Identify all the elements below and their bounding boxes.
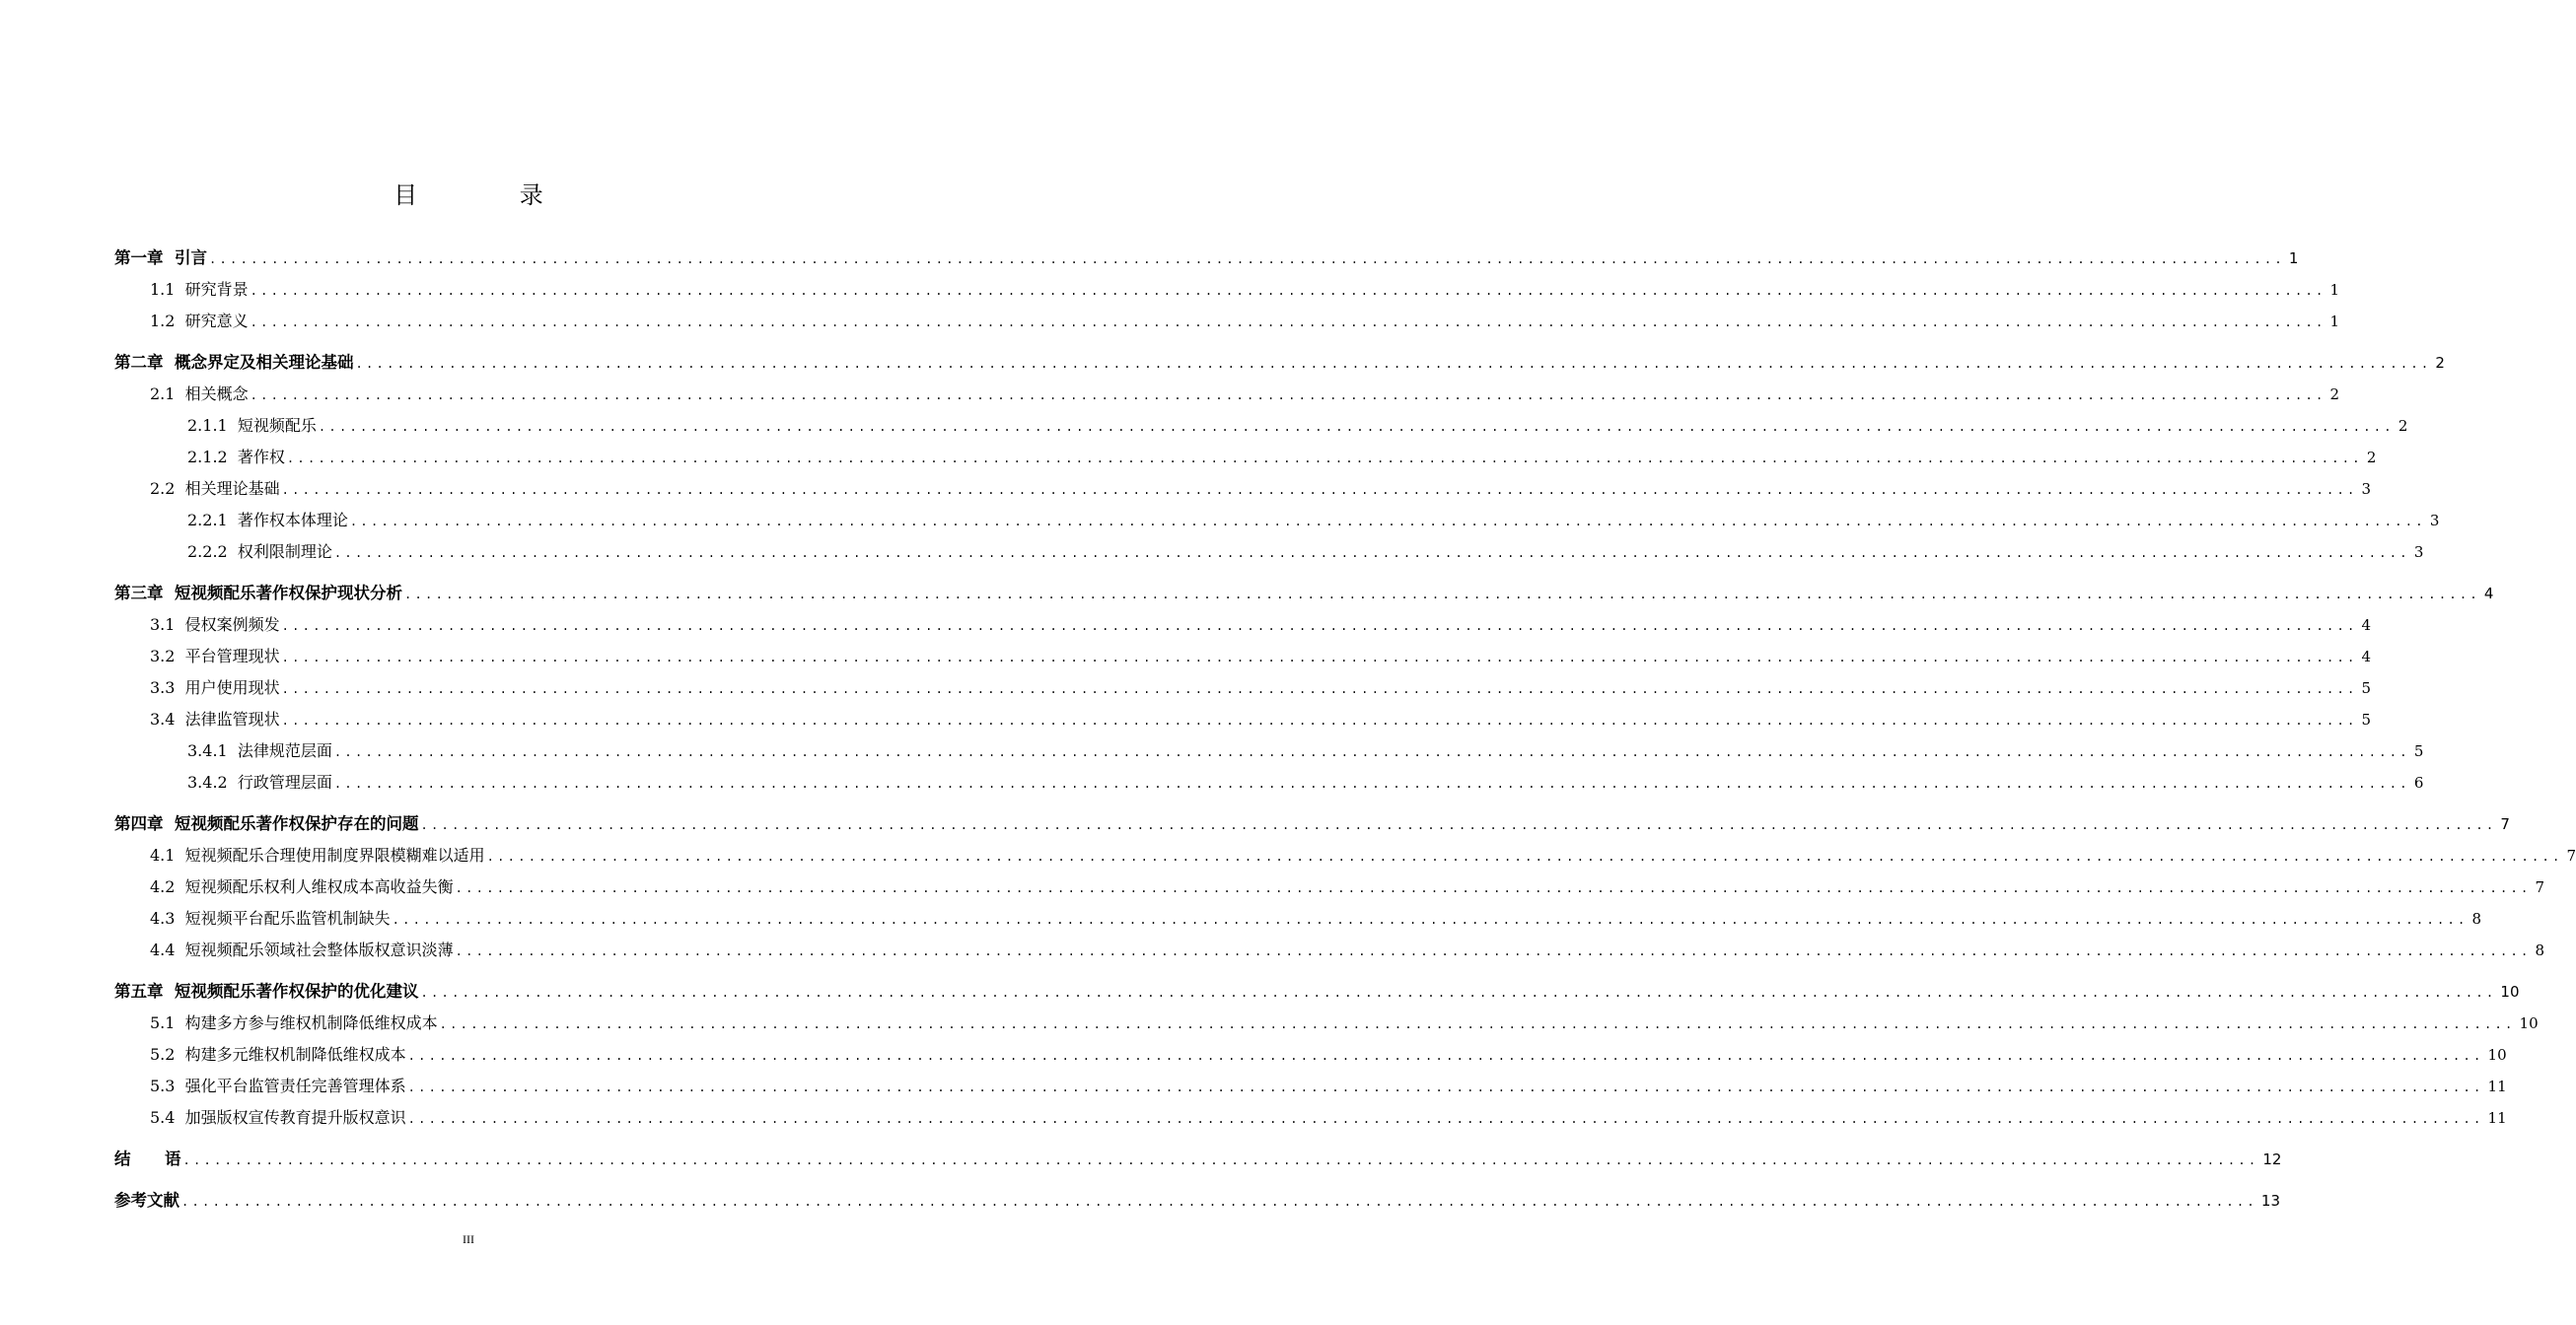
toc-entry-label: 2.1.1 短视频配乐 <box>187 416 317 435</box>
toc-chapter-entry[interactable] <box>114 1144 2282 1175</box>
toc-entry-label: 1.1 研究背景 <box>150 280 249 299</box>
toc-entry-label: 参考文献 <box>114 1191 179 1210</box>
toc-dot-leader: ........................................................................................................................................................................................................ <box>392 913 2469 927</box>
toc-page-number: 5 <box>2413 742 2424 760</box>
toc-entry-label: 5.4 加强版权宣传教育提升版权意识 <box>150 1108 406 1127</box>
toc-entry-label: 5.1 构建多方参与维权机制降低维权成本 <box>150 1013 438 1032</box>
toc-entry-label: 4.2 短视频配乐权利人维权成本高收益失衡 <box>150 877 454 896</box>
toc-section-entry[interactable] <box>114 1008 2539 1039</box>
toc-page-number: 4 <box>2361 616 2372 634</box>
toc-dot-leader: ........................................................................................................................................................................................................ <box>181 1195 2257 1209</box>
toc-page-number: 7 <box>2566 847 2576 865</box>
toc-entry-label: 第五章 短视频配乐著作权保护的优化建议 <box>114 982 419 1001</box>
toc-dot-leader: ........................................................................................................................................................................................................ <box>455 881 2532 895</box>
toc-page-number: 10 <box>2519 1014 2539 1032</box>
toc-section-entry[interactable] <box>114 672 2372 704</box>
toc-entry-label: 3.2 平台管理现状 <box>150 647 280 665</box>
toc-chapter-entry[interactable] <box>114 578 2494 609</box>
toc-entry-label: 3.4 法律监管现状 <box>150 710 280 729</box>
toc-page-number: 2 <box>2366 449 2377 466</box>
toc-section-entry[interactable] <box>114 872 2545 903</box>
toc-subsection-entry[interactable] <box>114 505 2440 536</box>
toc-entry-label: 第三章 短视频配乐著作权保护现状分析 <box>114 584 402 602</box>
toc-chapter-entry[interactable] <box>114 1185 2281 1217</box>
toc-entry-label: 1.2 研究意义 <box>150 312 249 330</box>
toc-section-entry[interactable] <box>114 306 2340 337</box>
toc-entry-label: 3.4.2 行政管理层面 <box>187 773 332 792</box>
toc-entry-label: 5.3 强化平台监管责任完善管理体系 <box>150 1077 406 1095</box>
toc-subsection-entry[interactable] <box>114 767 2424 799</box>
toc-dot-leader: ........................................................................................................................................................................................................ <box>439 1017 2516 1031</box>
toc-dot-leader: ........................................................................................................................................................................................................ <box>486 850 2563 864</box>
toc-entry-label: 2.1 相关概念 <box>150 384 249 403</box>
toc-section-entry[interactable] <box>114 1039 2507 1071</box>
toc-section-entry[interactable] <box>114 903 2482 935</box>
toc-section-entry[interactable] <box>114 1102 2507 1134</box>
toc-chapter-entry[interactable] <box>114 976 2520 1008</box>
toc-dot-leader: ........................................................................................................................................................................................................ <box>209 252 2285 266</box>
toc-entry-label: 4.1 短视频配乐合理使用制度界限模糊难以适用 <box>150 846 485 865</box>
toc-subsection-entry[interactable] <box>114 735 2424 767</box>
toc-page-number: 2 <box>2435 354 2445 372</box>
toc-subsection-entry[interactable] <box>114 536 2424 568</box>
toc-entry-label: 4.4 短视频配乐领域社会整体版权意识淡薄 <box>150 941 454 959</box>
toc-page-number: 7 <box>2535 878 2545 896</box>
toc-subsection-entry[interactable] <box>114 442 2377 473</box>
toc-entry-label: 3.1 侵权案例频发 <box>150 615 280 634</box>
toc-dot-leader: ........................................................................................................................................................................................................ <box>407 1112 2484 1126</box>
toc-section-entry[interactable] <box>114 704 2372 735</box>
toc-page-number: 2 <box>2397 417 2408 435</box>
toc-section-entry[interactable] <box>114 473 2372 505</box>
toc-page-number: 1 <box>2329 281 2340 299</box>
toc-dot-leader: ........................................................................................................................................................................................................ <box>250 388 2326 402</box>
toc-entry-label: 第四章 短视频配乐著作权保护存在的问题 <box>114 814 419 833</box>
toc-dot-leader: ........................................................................................................................................................................................................ <box>407 1081 2484 1094</box>
toc-entry-label: 第二章 概念界定及相关理论基础 <box>114 353 354 372</box>
toc-dot-leader: ........................................................................................................................................................................................................ <box>420 818 2497 832</box>
toc-section-entry[interactable] <box>114 840 2576 872</box>
toc-entry-label: 2.1.2 著作权 <box>187 448 285 466</box>
toc-dot-leader: ........................................................................................................................................................................................................ <box>318 420 2395 434</box>
toc-dot-leader: ........................................................................................................................................................................................................ <box>407 1049 2484 1063</box>
table-of-contents <box>114 243 2576 1217</box>
toc-chapter-entry[interactable] <box>114 347 2445 379</box>
toc-section-entry[interactable] <box>114 1071 2507 1102</box>
page-title: 目 录 <box>394 181 591 209</box>
toc-page-number: 3 <box>2361 480 2372 498</box>
toc-dot-leader: ........................................................................................................................................................................................................ <box>281 682 2358 696</box>
toc-dot-leader: ........................................................................................................................................................................................................ <box>349 515 2426 528</box>
toc-chapter-entry[interactable] <box>114 243 2299 274</box>
toc-page-number: 8 <box>2535 941 2545 959</box>
toc-page-number: 5 <box>2361 711 2372 729</box>
toc-entry-label: 结 语 <box>114 1150 181 1168</box>
toc-dot-leader: ........................................................................................................................................................................................................ <box>333 745 2410 759</box>
toc-page-number: 1 <box>2288 249 2299 267</box>
toc-dot-leader: ........................................................................................................................................................................................................ <box>420 986 2497 1000</box>
toc-page-number: 4 <box>2483 585 2494 602</box>
toc-page-number: 3 <box>2413 543 2424 561</box>
toc-page-number: 13 <box>2260 1192 2281 1210</box>
toc-entry-label: 3.3 用户使用现状 <box>150 678 280 697</box>
toc-page-number: 12 <box>2262 1151 2282 1168</box>
toc-entry-label: 3.4.1 法律规范层面 <box>187 741 332 760</box>
footer-page-number: III <box>463 1232 474 1246</box>
toc-dot-leader: ........................................................................................................................................................................................................ <box>250 315 2326 329</box>
toc-section-entry[interactable] <box>114 274 2340 306</box>
toc-dot-leader: ........................................................................................................................................................................................................ <box>286 452 2363 465</box>
toc-dot-leader: ........................................................................................................................................................................................................ <box>182 1153 2259 1167</box>
toc-dot-leader: ........................................................................................................................................................................................................ <box>355 357 2432 371</box>
toc-page-number: 7 <box>2500 815 2510 833</box>
toc-entry-label: 4.3 短视频平台配乐监管机制缺失 <box>150 909 391 928</box>
toc-page-number: 6 <box>2413 774 2424 792</box>
toc-section-entry[interactable] <box>114 379 2340 410</box>
toc-dot-leader: ........................................................................................................................................................................................................ <box>333 546 2410 560</box>
toc-page-number: 4 <box>2361 648 2372 665</box>
toc-dot-leader: ........................................................................................................................................................................................................ <box>333 777 2410 791</box>
toc-dot-leader: ........................................................................................................................................................................................................ <box>281 714 2358 728</box>
toc-section-entry[interactable] <box>114 609 2372 641</box>
toc-page-number: 5 <box>2361 679 2372 697</box>
toc-section-entry[interactable] <box>114 935 2545 966</box>
toc-entry-label: 第一章 引言 <box>114 248 207 267</box>
toc-dot-leader: ........................................................................................................................................................................................................ <box>250 284 2326 298</box>
toc-page-number: 1 <box>2329 313 2340 330</box>
toc-page-number: 8 <box>2471 910 2482 928</box>
toc-dot-leader: ........................................................................................................................................................................................................ <box>404 588 2480 601</box>
toc-page-number: 2 <box>2329 385 2340 403</box>
toc-entry-label: 2.2.1 著作权本体理论 <box>187 511 348 529</box>
toc-subsection-entry[interactable] <box>114 410 2408 442</box>
toc-section-entry[interactable] <box>114 641 2372 672</box>
toc-page-number: 3 <box>2429 512 2440 529</box>
toc-entry-label: 5.2 构建多元维权机制降低维权成本 <box>150 1045 406 1064</box>
toc-dot-leader: ........................................................................................................................................................................................................ <box>281 483 2358 497</box>
toc-dot-leader: ........................................................................................................................................................................................................ <box>281 651 2358 664</box>
toc-dot-leader: ........................................................................................................................................................................................................ <box>281 619 2358 633</box>
toc-chapter-entry[interactable] <box>114 808 2510 840</box>
toc-entry-label: 2.2 相关理论基础 <box>150 479 280 498</box>
toc-page-number: 11 <box>2487 1109 2507 1127</box>
toc-page-number: 10 <box>2487 1046 2507 1064</box>
toc-page-number: 11 <box>2487 1078 2507 1095</box>
toc-page-number: 10 <box>2500 983 2520 1001</box>
toc-entry-label: 2.2.2 权利限制理论 <box>187 542 332 561</box>
toc-dot-leader: ........................................................................................................................................................................................................ <box>455 944 2532 958</box>
